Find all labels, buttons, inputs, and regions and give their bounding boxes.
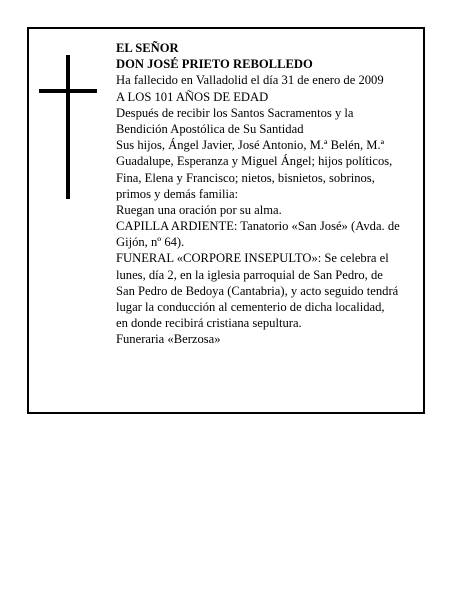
- notice-text: [116, 40, 426, 348]
- funeral-line-5: en donde recibirá cristiana sepultura.: [116, 316, 302, 331]
- sacraments-line-1: Después de recibir los Santos Sacramentos y la: [116, 105, 354, 120]
- cross-icon: [39, 55, 97, 199]
- age-statement: A LOS 101 AÑOS DE EDAD: [116, 89, 269, 104]
- family-line-2: Guadalupe, Esperanza y Miguel Ángel; hijos políticos,: [116, 154, 393, 169]
- prayer-request: Ruegan una oración por su alma.: [116, 202, 282, 217]
- sacraments-line-2: Bendición Apostólica de Su Santidad: [116, 121, 304, 136]
- funeral-line-1: FUNERAL «CORPORE INSEPULTO»: Se celebra el: [116, 251, 389, 266]
- death-statement: Ha fallecido en Valladolid el día 31 de enero de 2009: [116, 73, 384, 88]
- family-line-4: primos y demás familia:: [116, 186, 239, 201]
- obituary-notice: [27, 27, 425, 414]
- cross-vertical-bar: [66, 55, 70, 199]
- chapel-line-1: CAPILLA ARDIENTE: Tanatorio «San José» (Avda. de: [116, 219, 400, 234]
- title-line: EL SEÑOR: [116, 41, 179, 55]
- cross-horizontal-bar: [39, 89, 97, 93]
- chapel-line-2: Gijón, nº 64).: [116, 235, 185, 250]
- funeral-line-4: lugar la conducción al cementerio de dicha localidad,: [116, 300, 385, 314]
- family-line-1: Sus hijos, Ángel Javier, José Antonio, M.ª Belén, M.ª: [116, 138, 385, 153]
- funeral-line-2: lunes, día 2, en la iglesia parroquial de San Pedro, de: [116, 267, 383, 282]
- family-line-3: Fina, Elena y Francisco; nietos, bisnietos, sobrinos,: [116, 170, 375, 185]
- deceased-name: DON JOSÉ PRIETO REBOLLEDO: [116, 57, 313, 72]
- funeral-line-3: San Pedro de Bedoya (Cantabria), y acto seguido tendrá: [116, 283, 399, 298]
- funeral-home: Funeraria «Berzosa»: [116, 332, 221, 347]
